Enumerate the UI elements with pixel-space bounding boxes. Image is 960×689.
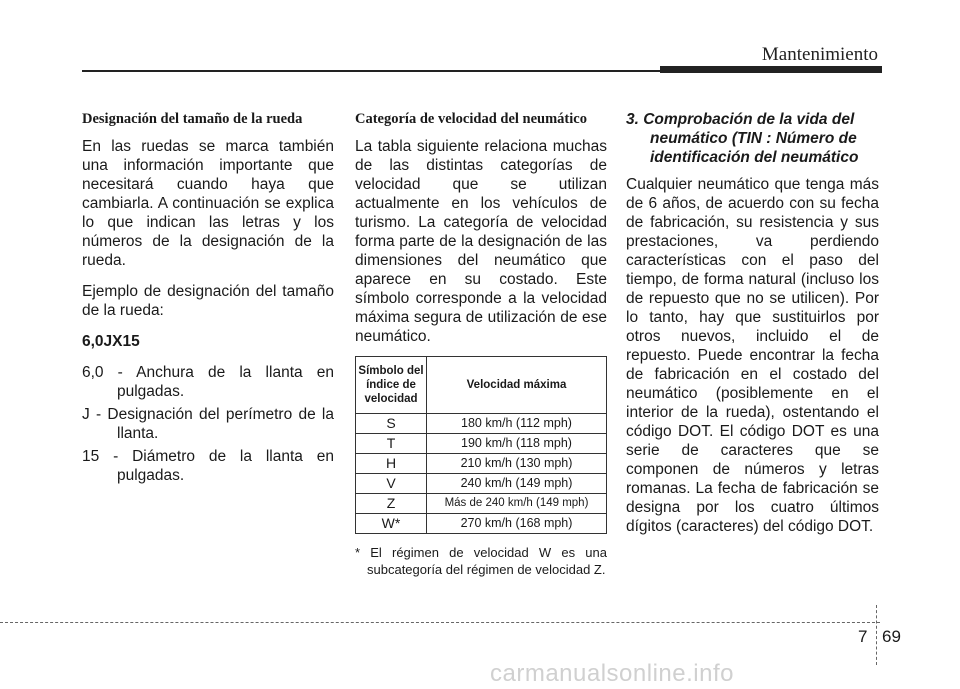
section-heading-tire-life: 3. Comprobación de la vida del neumático (TIN : Número de identificación del neumático: [626, 111, 859, 166]
watermark: carmanualsonline.info: [490, 660, 734, 687]
table-row: [356, 454, 607, 474]
column-speed-category: [355, 110, 607, 591]
chapter-number: 7: [858, 627, 868, 646]
table-cell-symbol: V: [356, 474, 427, 494]
table-header-speed: Velocidad máxima: [427, 357, 607, 414]
table-row: [356, 494, 607, 514]
table-cell-symbol: T: [356, 434, 427, 454]
list-item: J - Designación del perímetro de la llanta.: [82, 406, 334, 442]
list-item: 6,0 - Anchura de la llanta en pulgadas.: [82, 364, 334, 400]
header-rule-accent: [660, 66, 882, 73]
running-header-title: Mantenimiento: [761, 44, 878, 65]
table-cell-symbol: W*: [356, 514, 427, 534]
table-cell-speed: Más de 240 km/h (149 mph): [427, 494, 607, 514]
paragraph-rim-example: Ejemplo de designación del tamaño de la rueda:: [82, 283, 334, 319]
table-footnote: * El régimen de velocidad W es una subcategoría del régimen de velocidad Z.: [355, 545, 607, 577]
table-header-symbol: Símbolo del índice de velocidad: [356, 357, 427, 414]
speed-rating-table: [355, 356, 607, 534]
rim-example-code: 6,0JX15: [82, 333, 140, 350]
table-row: [356, 514, 607, 534]
table-row: [356, 474, 607, 494]
table-row: [356, 434, 607, 454]
section-heading-speed: Categoría de velocidad del neumático: [355, 111, 587, 127]
paragraph-tire-life: Cualquier neumático que tenga más de 6 años, de acuerdo con su fecha de fabricación, su resistencia y sus prestaciones, va perdiendo características con el paso del tiempo, de forma natural (incluso los de repuesto que no se utilicen). Por lo tanto, hay que sustituirlos por otros nuevos, incluido el de repuesto. Puede encontrar la fecha de fabricación en el costado del neumático (posiblemente en el interior de la rueda), ostentando el código DOT. El código DOT es una serie de caracteres que se componen de números y letras romanas. La fecha de fabricación se designa por los cuatro últimos dígitos (caracteres) del código DOT.: [626, 176, 879, 535]
table-row: [356, 414, 607, 434]
table-cell-speed: 180 km/h (112 mph): [427, 414, 607, 434]
list-item: 15 - Diámetro de la llanta en pulgadas.: [82, 448, 334, 484]
paragraph-speed-intro: La tabla siguiente relaciona muchas de las distintas categorías de velocidad que se utilizan actualmente en los vehículos de turismo. La categoría de velocidad forma parte de la designación de las dimensiones del neumático que aparece en su costado. Este símbolo corresponde a la velocidad máxima segura de utilización de ese neumático.: [355, 138, 607, 345]
table-cell-speed: 190 km/h (118 mph): [427, 434, 607, 454]
section-heading-rim: Designación del tamaño de la rueda: [82, 111, 303, 127]
table-cell-speed: 270 km/h (168 mph): [427, 514, 607, 534]
column-rim-designation: [82, 110, 334, 489]
footer-divider: [876, 605, 877, 665]
page-number: 69: [882, 627, 901, 646]
paragraph-rim-intro: En las ruedas se marca también una información importante que necesitará cuando haya que cambiarla. A continuación se explica lo que indican las letras y los números de la designación de la rueda.: [82, 138, 334, 269]
table-cell-speed: 240 km/h (149 mph): [427, 474, 607, 494]
table-cell-symbol: Z: [356, 494, 427, 514]
table-cell-symbol: S: [356, 414, 427, 434]
table-cell-symbol: H: [356, 454, 427, 474]
footer-rule: [0, 622, 880, 623]
column-tire-life: [626, 110, 879, 548]
table-cell-speed: 210 km/h (130 mph): [427, 454, 607, 474]
